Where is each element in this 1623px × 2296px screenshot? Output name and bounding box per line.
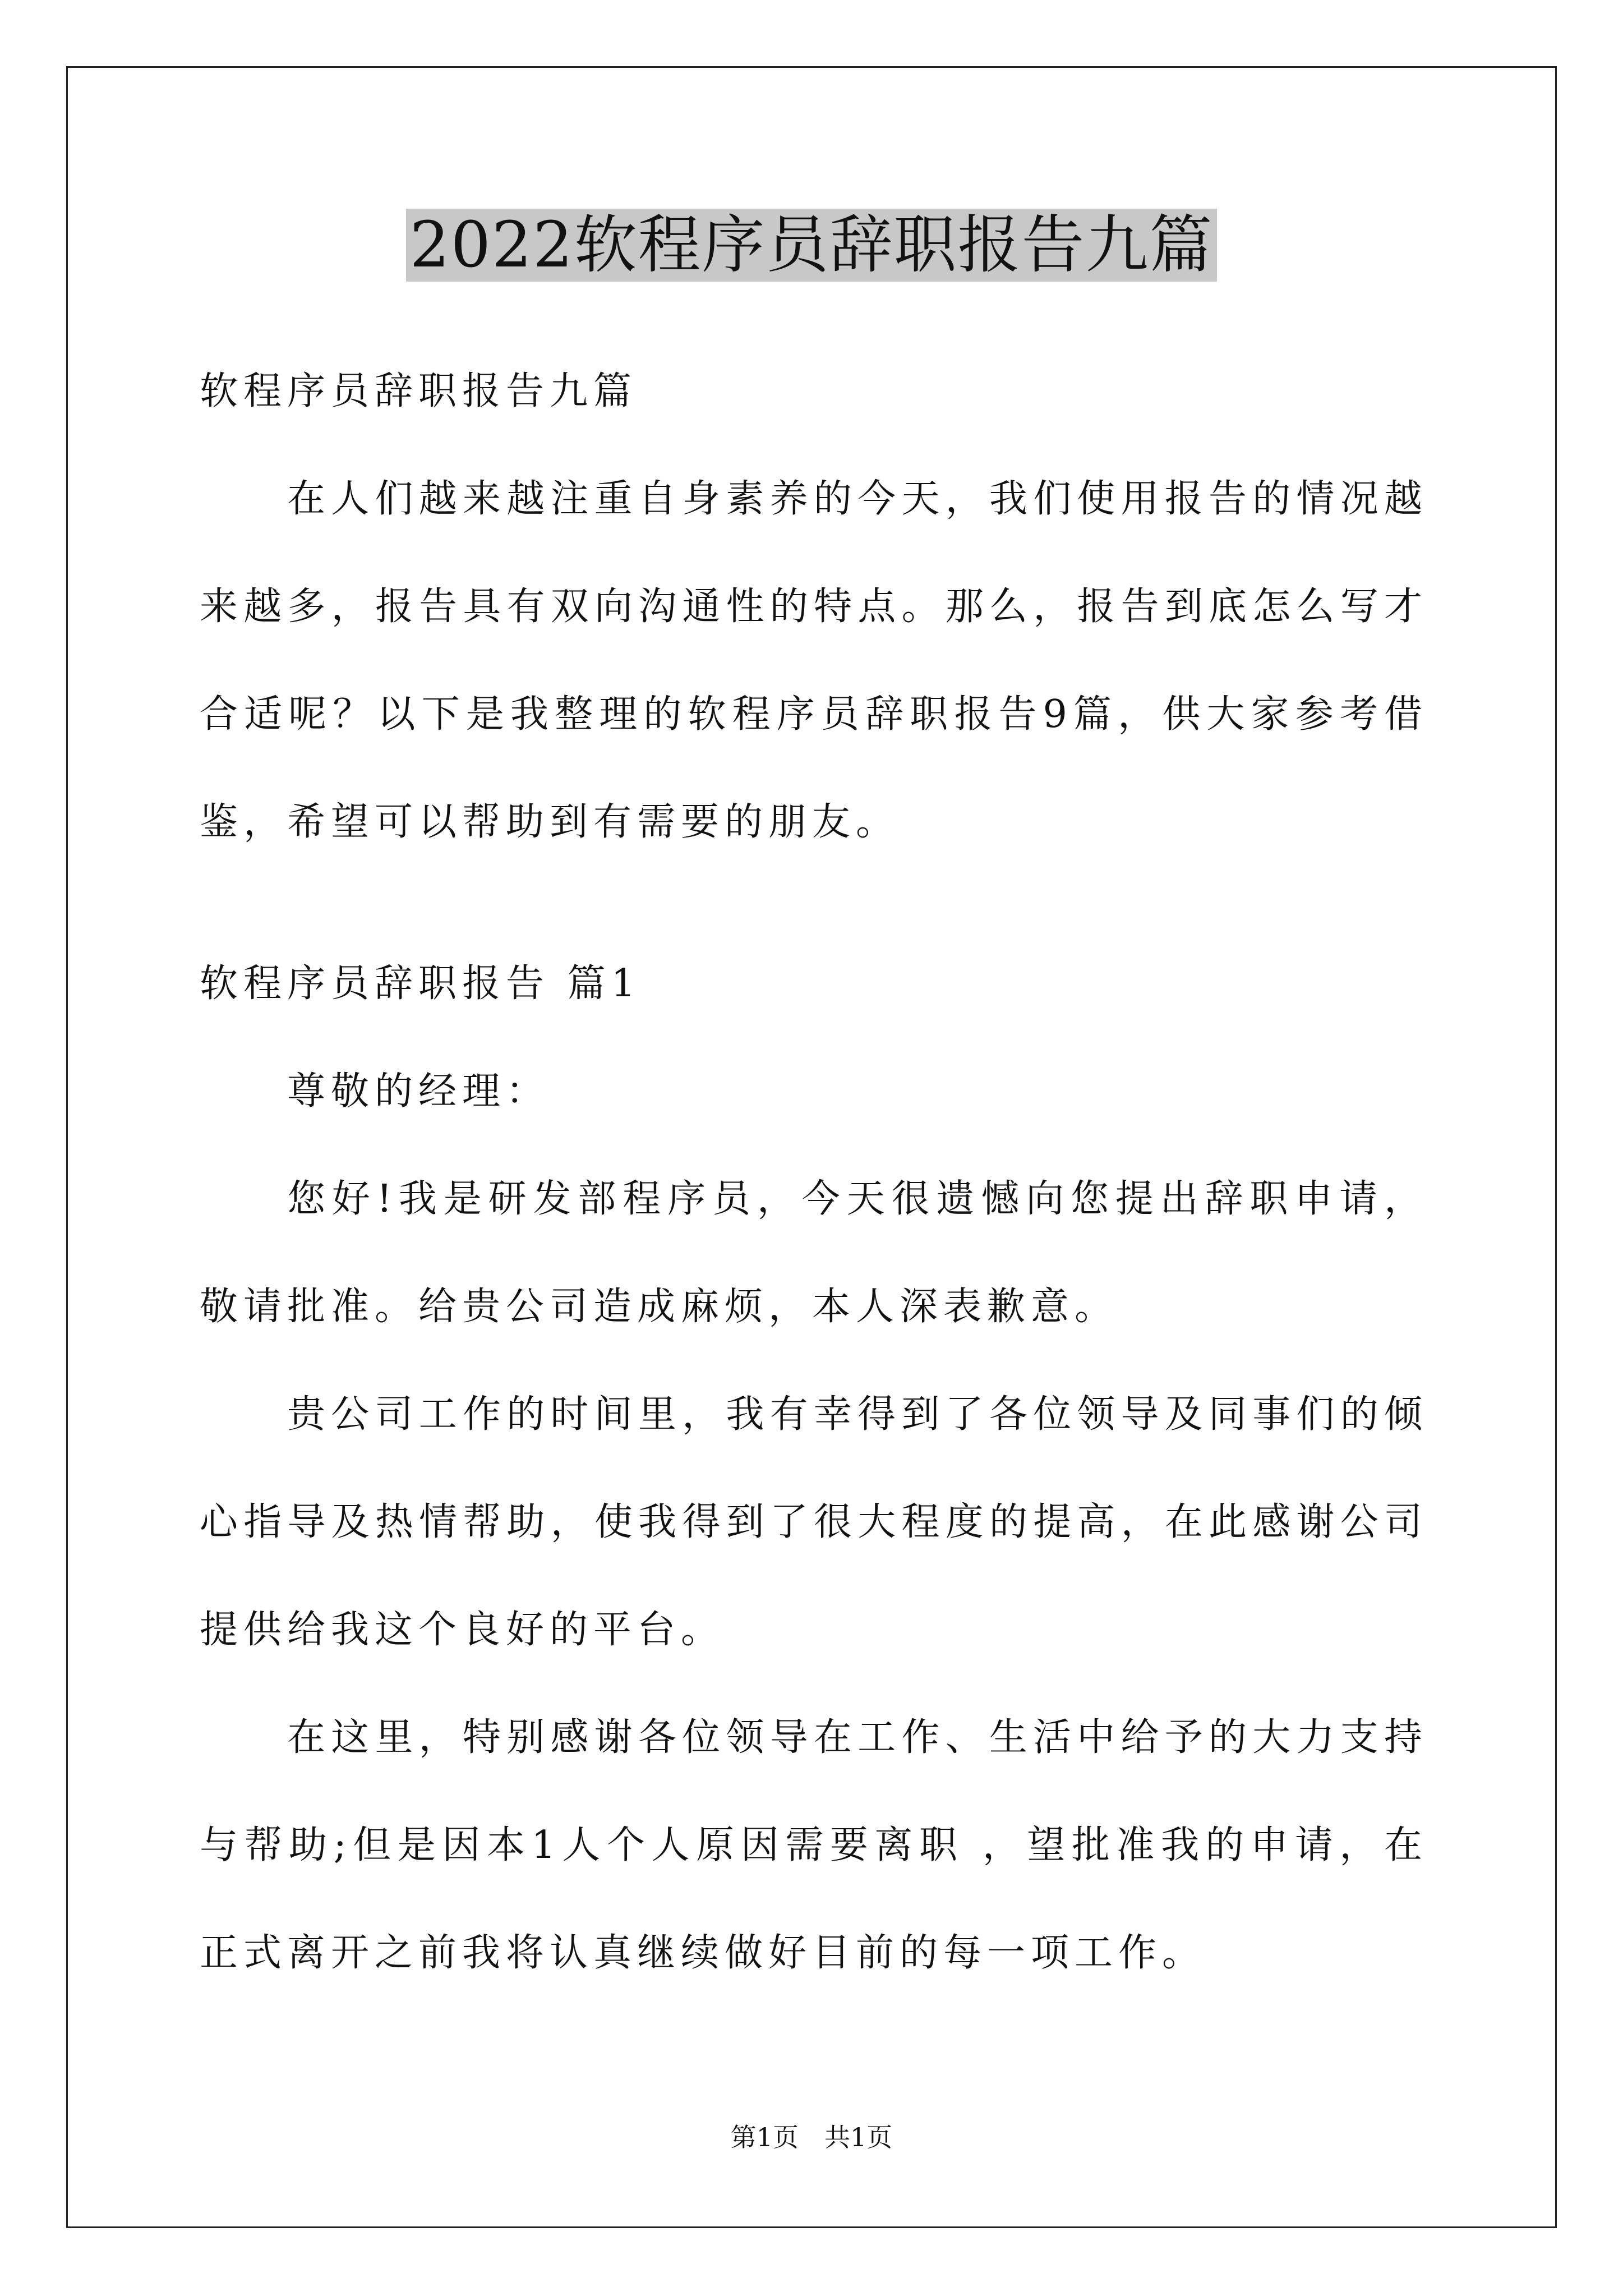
body-paragraph: 您好!我是研发部程序员，今天很遗憾向您提出辞职申请，敬请批准。给贵公司造成麻烦，本人深表歉意。 [200,1177,1428,1329]
document-body [200,338,1428,2007]
body-paragraph: 贵公司工作的时间里，我有幸得到了各位领导及同事们的倾心指导及热情帮助，使我得到了很大程度的提高，在此感谢公司提供给我这个良好的平台。 [200,1392,1428,1652]
intro-paragraph: 在人们越来越注重自身素养的今天，我们使用报告的情况越来越多，报告具有双向沟通性的特点。那么，报告到底怎么写才合适呢？以下是我整理的软程序员辞职报告9篇，供大家参考借鉴，希望可以帮助到有需要的朋友。 [200,477,1428,844]
page-total: 共1页 [824,2122,893,2152]
document-title-text: 2022软程序员辞职报告九篇 [406,209,1216,282]
page-footer [0,2120,1623,2154]
body-paragraph: 在这里，特别感谢各位领导在工作、生活中给予的大力支持与帮助;但是因本1人个人原因需要离职 ，望批准我的申请，在正式离开之前我将认真继续做好目前的每一项工作。 [200,1715,1428,1975]
document-title [0,203,1623,287]
document-subtitle: 软程序员辞职报告九篇 [200,369,638,413]
page-number: 第1页 [730,2122,799,2152]
section-heading: 软程序员辞职报告 篇1 [200,961,641,1006]
salutation: 尊敬的经理： [287,1069,550,1114]
